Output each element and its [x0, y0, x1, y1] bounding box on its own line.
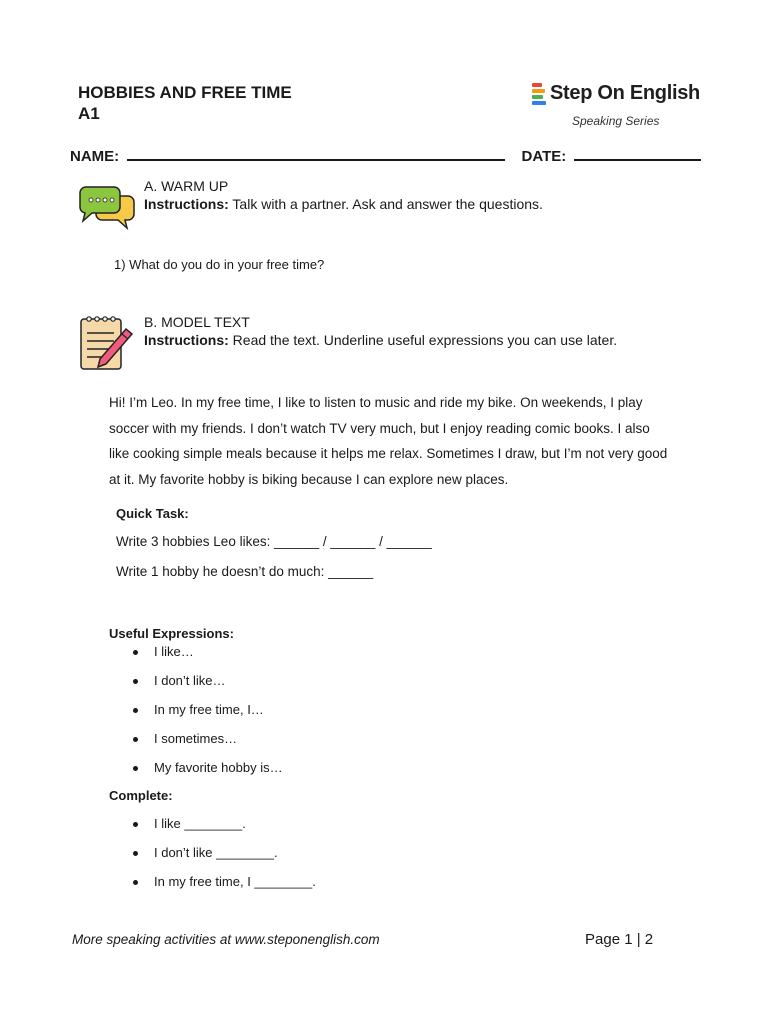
- model-instr-text: Read the text. Underline useful expressions you can use later.: [228, 332, 618, 348]
- model-text-section: [144, 313, 617, 349]
- page-number: Page 1 | 2: [585, 931, 654, 948]
- warmup-heading: A. WARM UP: [144, 178, 229, 194]
- name-date-row: [70, 145, 690, 165]
- quick-task-line-2[interactable]: Write 1 hobby he doesn’t do much: ______: [116, 564, 374, 579]
- useful-expressions-title: Useful Expressions:: [109, 626, 234, 641]
- list-item[interactable]: I don’t like ________.: [133, 845, 533, 874]
- list-item: In my free time, I…: [133, 702, 533, 731]
- warmup-question-1: 1) What do you do in your free time?: [114, 257, 325, 272]
- useful-expressions-list: [133, 644, 533, 789]
- list-item: I don’t like…: [133, 673, 533, 702]
- chat-bubbles-icon: [78, 184, 136, 230]
- name-label: NAME:: [70, 148, 120, 165]
- warmup-instr-text: Talk with a partner. Ask and answer the questions.: [228, 196, 543, 212]
- model-paragraph: Hi! I’m Leo. In my free time, I like to listen to music and ride my bike. On weekends, I play soccer with my friends. I don’t watch TV very much, but I enjoy reading comic books. I also like cooking simple meals because it helps me relax. Sometimes I draw, but I’m not very good at it. My favorite hobby is biking because I can explore new places.: [109, 395, 668, 487]
- complete-title: Complete:: [109, 788, 173, 803]
- worksheet-title: [78, 82, 292, 124]
- warmup-instructions: [144, 195, 543, 213]
- title-line-1: HOBBIES AND FREE TIME: [78, 83, 292, 102]
- logo-stripes-icon: [532, 83, 546, 105]
- model-heading: B. MODEL TEXT: [144, 314, 250, 330]
- list-item: I sometimes…: [133, 731, 533, 760]
- logo-name: Step On English: [550, 82, 700, 104]
- list-item: I like…: [133, 644, 533, 673]
- quick-task-title: Quick Task:: [116, 506, 189, 521]
- logo-subtitle: Speaking Series: [572, 114, 660, 128]
- footer-website-note: More speaking activities at www.steponenglish.com: [72, 932, 380, 947]
- complete-list: [133, 816, 533, 903]
- brand-logo: [530, 80, 700, 130]
- title-level: A1: [78, 104, 100, 123]
- notepad-pencil-icon: [78, 313, 134, 371]
- warmup-section: [144, 177, 543, 213]
- list-item[interactable]: I like ________.: [133, 816, 533, 845]
- quick-task-line-1[interactable]: Write 3 hobbies Leo likes: ______ / ______ / ______: [116, 534, 432, 549]
- date-field[interactable]: [574, 145, 701, 161]
- list-item: My favorite hobby is…: [133, 760, 533, 789]
- model-instructions: [144, 331, 617, 349]
- list-item[interactable]: In my free time, I ________.: [133, 874, 533, 903]
- model-instr-label: Instructions:: [144, 332, 229, 348]
- warmup-instr-label: Instructions:: [144, 196, 229, 212]
- name-field[interactable]: [127, 145, 505, 161]
- date-label: DATE:: [521, 148, 567, 165]
